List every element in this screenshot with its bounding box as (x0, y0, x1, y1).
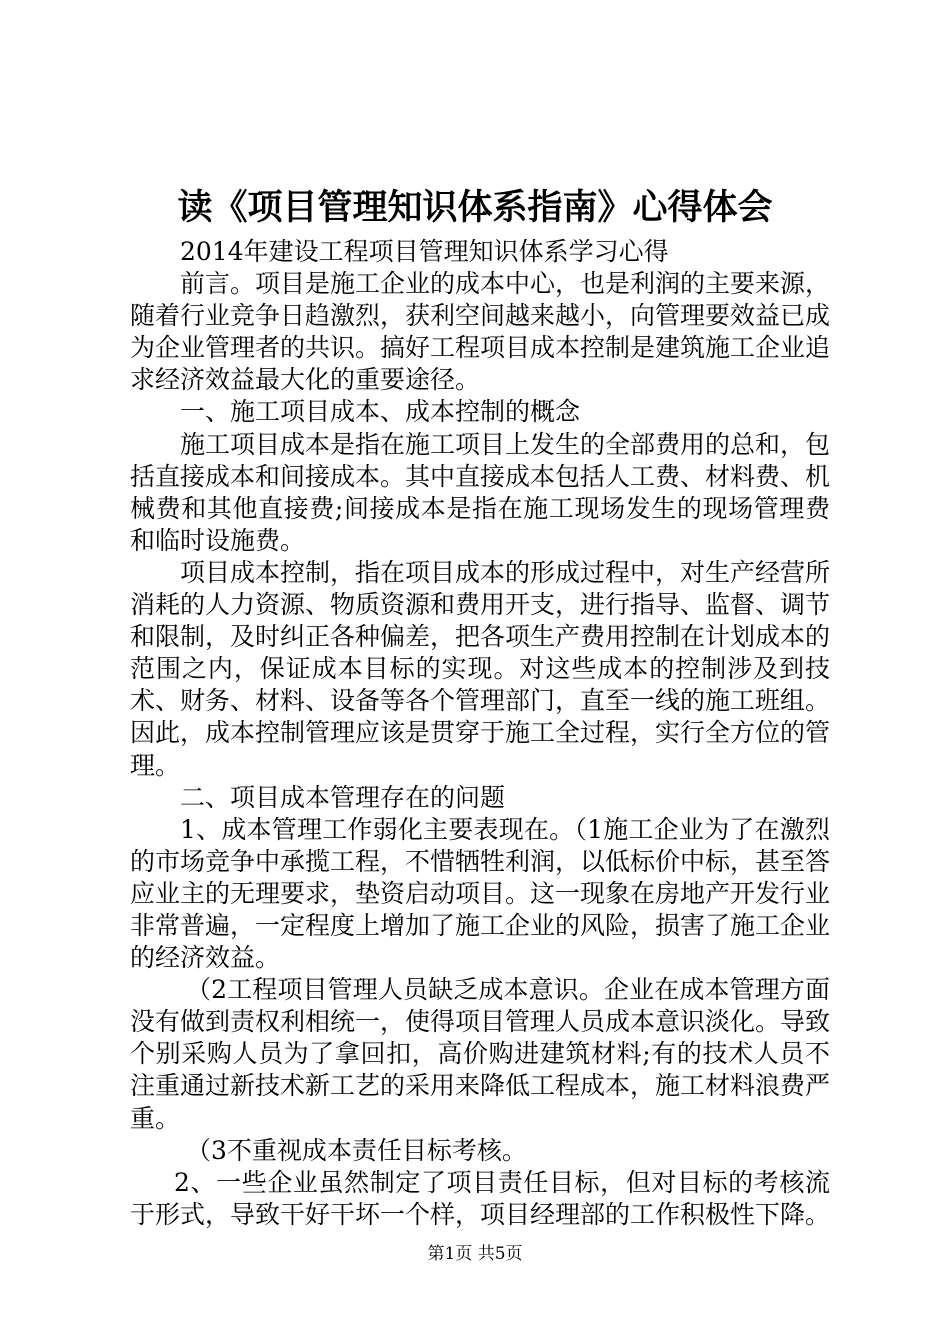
paragraph-cost-definition: 施工项目成本是指在施工项目上发生的全部费用的总和，包括直接成本和间接成本。其中直接成本包括人工费、材料费、机械费和其他直接费;间接成本是指在施工现场发生的现场管理费和临时设施费。 (130, 429, 831, 555)
paragraph-issue-1-3: （3不重视成本责任目标考核。 (186, 1135, 527, 1165)
document-title: 读《项目管理知识体系指南》心得体会 (177, 187, 773, 228)
paragraph-cost-control: 项目成本控制，指在项目成本的形成过程中，对生产经营所消耗的人力资源、物质资源和费用开支，进行指导、监督、调节和限制，及时纠正各种偏差，把各项生产费用控制在计划成本的范围之内，保证成本目标的实现。对这些成本的控制涉及到技术、财务、材料、设备等各个管理部门，直至一线的施工班组。因此，成本控制管理应该是贯穿于施工全过程，实行全方位的管理。 (130, 557, 831, 780)
paragraph-preface: 前言。项目是施工企业的成本中心，也是利润的主要来源，随着行业竞争日趋激烈，获利空间越来越小，向管理要效益已成为企业管理者的共识。搞好工程项目成本控制是建筑施工企业追求经济效益最大化的重要途径。 (130, 269, 831, 395)
paragraph-issue-1: 1、成本管理工作弱化主要表现在。（1施工企业为了在激烈的市场竞争中承揽工程，不惜牺牲利润，以低标价中标，甚至答应业主的无理要求，垫资启动项目。这一现象在房地产开发行业非常普遍，一定程度上增加了施工企业的风险，损害了施工企业的经济效益。 (130, 814, 831, 973)
paragraph-subtitle: 2014年建设工程项目管理知识体系学习心得 (180, 237, 669, 266)
section-heading-2: 二、项目成本管理存在的问题 (180, 782, 506, 812)
page-footer: 第1页 共5页 (427, 1244, 523, 1264)
paragraph-issue-1-2: （2工程项目管理人员缺乏成本意识。企业在成本管理方面没有做到责权利相统一，使得项目管理人员成本意识淡化。导致个别采购人员为了拿回扣，高价购进建筑材料;有的技术人员不注重通过新技术新工艺的采用来降低工程成本，施工材料浪费严重。 (130, 975, 831, 1133)
section-heading-1: 一、施工项目成本、成本控制的概念 (180, 397, 581, 427)
document-body (130, 236, 830, 1231)
paragraph-issue-2: 2、一些企业虽然制定了项目责任目标，但对目标的考核流于形式，导致干好干坏一个样，项目经理部的工作积极性下降。 (130, 1167, 831, 1229)
